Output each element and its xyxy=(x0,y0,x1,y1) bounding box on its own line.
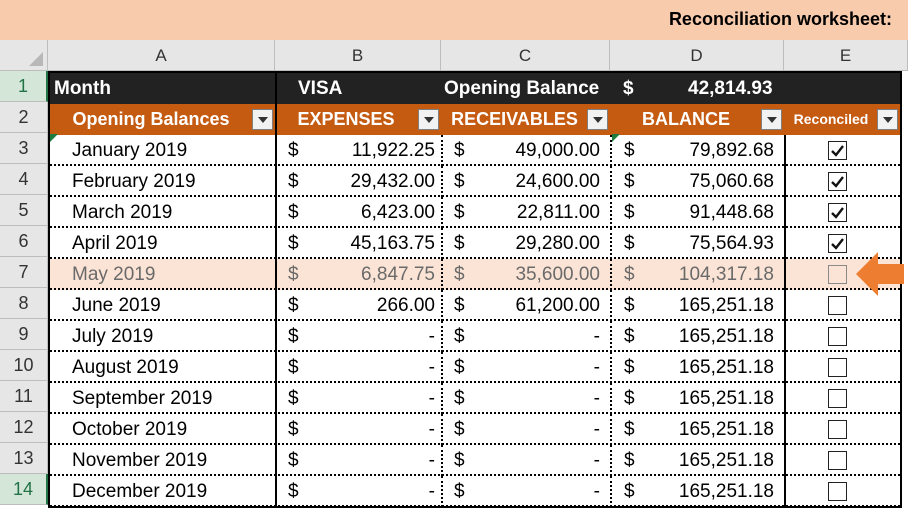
column-divider xyxy=(275,73,277,506)
row-header[interactable]: 9 xyxy=(0,319,48,350)
reconciled-checkbox[interactable] xyxy=(828,420,847,439)
row-header[interactable]: 7 xyxy=(0,257,48,288)
summary-row xyxy=(50,73,900,104)
month-label: Month xyxy=(54,78,111,99)
cell-divider xyxy=(610,290,612,321)
month-cell[interactable]: December 2019 xyxy=(72,481,208,502)
reconciled-checkbox[interactable] xyxy=(828,451,847,470)
cell-divider xyxy=(441,259,443,290)
currency-symbol: $ xyxy=(288,264,299,285)
balance-cell[interactable]: 91,448.68 xyxy=(689,202,774,223)
receivables-cell[interactable]: - xyxy=(593,388,600,409)
cell-divider xyxy=(610,166,612,197)
reconciled-checkbox[interactable] xyxy=(828,482,847,501)
checkmark-icon xyxy=(830,143,845,158)
reconciled-checkbox[interactable] xyxy=(828,234,847,253)
month-cell[interactable]: August 2019 xyxy=(72,357,179,378)
cell-divider xyxy=(441,352,443,383)
currency-symbol: $ xyxy=(624,388,635,409)
column-header-d[interactable]: D xyxy=(610,40,784,71)
month-cell[interactable]: March 2019 xyxy=(72,202,173,223)
receivables-cell[interactable]: - xyxy=(593,450,600,471)
row-header[interactable]: 13 xyxy=(0,443,48,474)
cell-divider xyxy=(441,383,443,414)
receivables-cell[interactable]: - xyxy=(593,326,600,347)
reconciled-checkbox[interactable] xyxy=(828,265,847,284)
expenses-cell[interactable]: - xyxy=(428,357,435,378)
currency-symbol: $ xyxy=(288,171,299,192)
worksheet-title: Reconciliation worksheet: xyxy=(668,9,892,29)
cell-divider xyxy=(441,166,443,197)
reconciled-checkbox[interactable] xyxy=(828,141,847,160)
currency-symbol: $ xyxy=(624,326,635,347)
reconciled-checkbox[interactable] xyxy=(828,172,847,191)
currency-symbol: $ xyxy=(454,202,465,223)
cell-divider xyxy=(610,228,612,259)
column-header-b[interactable]: B xyxy=(275,40,441,71)
currency-symbol: $ xyxy=(288,419,299,440)
table-row[interactable] xyxy=(50,476,900,507)
checkmark-icon xyxy=(830,174,845,189)
currency-symbol: $ xyxy=(624,202,635,223)
currency-symbol: $ xyxy=(454,357,465,378)
header-reconciled: Reconciled xyxy=(793,111,869,127)
row-header[interactable]: 10 xyxy=(0,350,48,381)
expenses-cell[interactable]: - xyxy=(428,326,435,347)
month-cell[interactable]: April 2019 xyxy=(72,233,158,254)
header-receivables: RECEIVABLES xyxy=(451,109,578,129)
error-indicator-icon xyxy=(50,134,58,142)
row-header[interactable]: 12 xyxy=(0,412,48,443)
reconciled-checkbox[interactable] xyxy=(828,389,847,408)
header-expenses: EXPENSES xyxy=(297,109,395,129)
balance-cell[interactable]: 104,317.18 xyxy=(678,264,774,285)
table-row[interactable] xyxy=(50,259,900,290)
table-row[interactable] xyxy=(50,445,900,476)
currency-symbol: $ xyxy=(624,481,635,502)
cell-divider xyxy=(610,197,612,228)
filter-dropdown-icon[interactable] xyxy=(587,109,608,130)
currency-symbol: $ xyxy=(624,264,635,285)
error-indicator-icon xyxy=(612,134,620,142)
balance-cell[interactable]: 165,251.18 xyxy=(678,295,774,316)
table-row[interactable] xyxy=(50,414,900,445)
row-header[interactable]: 8 xyxy=(0,288,48,319)
header-balance: BALANCE xyxy=(642,109,730,129)
currency-symbol: $ xyxy=(288,326,299,347)
table-row[interactable] xyxy=(50,135,900,166)
balance-cell[interactable]: 165,251.18 xyxy=(678,357,774,378)
row-header[interactable]: 11 xyxy=(0,381,48,412)
reconciled-checkbox[interactable] xyxy=(828,203,847,222)
visa-label: VISA xyxy=(298,78,343,99)
currency-symbol: $ xyxy=(454,450,465,471)
expenses-cell[interactable]: 11,922.25 xyxy=(351,140,435,161)
currency-symbol: $ xyxy=(454,171,465,192)
worksheet-grid xyxy=(48,71,902,508)
row-header[interactable]: 5 xyxy=(0,195,48,226)
currency-symbol: $ xyxy=(624,233,635,254)
table-row[interactable] xyxy=(50,166,900,197)
month-cell[interactable]: November 2019 xyxy=(72,450,208,471)
column-divider xyxy=(784,135,786,506)
cell-divider xyxy=(441,476,443,507)
balance-cell[interactable]: 165,251.18 xyxy=(678,481,774,502)
row-header[interactable]: 6 xyxy=(0,226,48,257)
column-header-e[interactable]: E xyxy=(784,40,908,71)
receivables-cell[interactable]: 49,000.00 xyxy=(515,140,600,161)
cell-divider xyxy=(610,445,612,476)
column-header-a[interactable]: A xyxy=(48,40,275,71)
opening-balance-label: Opening Balance xyxy=(444,78,600,99)
row-header[interactable]: 1 xyxy=(0,71,48,102)
reconciled-checkbox[interactable] xyxy=(828,327,847,346)
cell-divider xyxy=(441,228,443,259)
receivables-cell[interactable]: 35,600.00 xyxy=(515,264,600,285)
currency-symbol: $ xyxy=(454,295,465,316)
month-cell[interactable]: May 2019 xyxy=(72,264,156,285)
cell-divider xyxy=(441,197,443,228)
receivables-cell[interactable]: - xyxy=(593,419,600,440)
currency-symbol: $ xyxy=(623,78,634,99)
currency-symbol: $ xyxy=(288,233,299,254)
balance-cell[interactable]: 165,251.18 xyxy=(678,450,774,471)
select-all-corner[interactable] xyxy=(0,40,48,71)
table-header-row xyxy=(50,104,900,135)
currency-symbol: $ xyxy=(288,388,299,409)
checkmark-icon xyxy=(830,236,845,251)
filter-dropdown-icon[interactable] xyxy=(252,109,273,130)
expenses-cell[interactable]: - xyxy=(428,388,435,409)
filter-dropdown-icon[interactable] xyxy=(761,109,782,130)
cell-divider xyxy=(610,414,612,445)
month-cell[interactable]: October 2019 xyxy=(72,419,188,440)
cell-divider xyxy=(441,445,443,476)
checkmark-icon xyxy=(830,205,845,220)
receivables-cell[interactable]: 22,811.00 xyxy=(516,202,600,223)
currency-symbol: $ xyxy=(288,357,299,378)
currency-symbol: $ xyxy=(454,140,465,161)
receivables-cell[interactable]: 61,200.00 xyxy=(515,295,600,316)
currency-symbol: $ xyxy=(454,264,465,285)
expenses-cell[interactable]: - xyxy=(428,419,435,440)
filter-dropdown-icon[interactable] xyxy=(418,109,439,130)
balance-cell[interactable]: 75,564.93 xyxy=(689,233,774,254)
currency-symbol: $ xyxy=(624,419,635,440)
row-header[interactable]: 14 xyxy=(0,474,48,505)
opening-balance-value[interactable]: 42,814.93 xyxy=(688,78,773,99)
currency-symbol: $ xyxy=(454,419,465,440)
arrow-left-icon xyxy=(856,252,904,296)
expenses-cell[interactable]: 6,423.00 xyxy=(361,202,435,223)
currency-symbol: $ xyxy=(288,481,299,502)
table-row[interactable] xyxy=(50,228,900,259)
currency-symbol: $ xyxy=(454,326,465,347)
currency-symbol: $ xyxy=(624,295,635,316)
month-cell[interactable]: July 2019 xyxy=(72,326,154,347)
worksheet-banner xyxy=(0,0,908,40)
cell-divider xyxy=(441,135,443,166)
cell-divider xyxy=(441,321,443,352)
currency-symbol: $ xyxy=(624,140,635,161)
currency-symbol: $ xyxy=(288,202,299,223)
table-row[interactable] xyxy=(50,321,900,352)
month-cell[interactable]: June 2019 xyxy=(72,295,161,316)
currency-symbol: $ xyxy=(454,481,465,502)
cell-divider xyxy=(610,259,612,290)
row-header[interactable]: 4 xyxy=(0,164,48,195)
balance-cell[interactable]: 165,251.18 xyxy=(678,419,774,440)
currency-symbol: $ xyxy=(624,171,635,192)
filter-dropdown-icon[interactable] xyxy=(877,109,898,130)
expenses-cell[interactable]: 45,163.75 xyxy=(350,233,435,254)
expenses-cell[interactable]: 6,847.75 xyxy=(361,264,435,285)
currency-symbol: $ xyxy=(624,450,635,471)
currency-symbol: $ xyxy=(288,450,299,471)
expenses-cell[interactable]: - xyxy=(428,450,435,471)
receivables-cell[interactable]: - xyxy=(593,357,600,378)
cell-divider xyxy=(610,352,612,383)
month-cell[interactable]: February 2019 xyxy=(72,171,196,192)
cell-divider xyxy=(610,476,612,507)
expenses-cell[interactable]: 29,432.00 xyxy=(350,171,435,192)
cell-divider xyxy=(441,414,443,445)
cell-divider xyxy=(610,383,612,414)
column-header-c[interactable]: C xyxy=(441,40,610,71)
reconciled-checkbox[interactable] xyxy=(828,358,847,377)
balance-cell[interactable]: 75,060.68 xyxy=(689,171,774,192)
currency-symbol: $ xyxy=(454,388,465,409)
table-row[interactable] xyxy=(50,197,900,228)
receivables-cell[interactable]: 29,280.00 xyxy=(515,233,600,254)
expenses-cell[interactable]: - xyxy=(428,481,435,502)
balance-cell[interactable]: 165,251.18 xyxy=(678,388,774,409)
currency-symbol: $ xyxy=(624,357,635,378)
balance-cell[interactable]: 79,892.68 xyxy=(689,140,774,161)
receivables-cell[interactable]: 24,600.00 xyxy=(515,171,600,192)
reconciled-checkbox[interactable] xyxy=(828,296,847,315)
expenses-cell[interactable]: 266.00 xyxy=(376,295,435,316)
header-opening-balances: Opening Balances xyxy=(72,109,230,129)
row-header[interactable]: 3 xyxy=(0,133,48,164)
month-cell[interactable]: January 2019 xyxy=(72,140,188,161)
table-row[interactable] xyxy=(50,290,900,321)
month-cell[interactable]: September 2019 xyxy=(72,388,213,409)
cell-divider xyxy=(441,290,443,321)
table-row[interactable] xyxy=(50,352,900,383)
currency-symbol: $ xyxy=(288,295,299,316)
row-header[interactable]: 2 xyxy=(0,102,48,133)
receivables-cell[interactable]: - xyxy=(593,481,600,502)
currency-symbol: $ xyxy=(288,140,299,161)
currency-symbol: $ xyxy=(454,233,465,254)
table-row[interactable] xyxy=(50,383,900,414)
cell-divider xyxy=(610,321,612,352)
balance-cell[interactable]: 165,251.18 xyxy=(678,326,774,347)
